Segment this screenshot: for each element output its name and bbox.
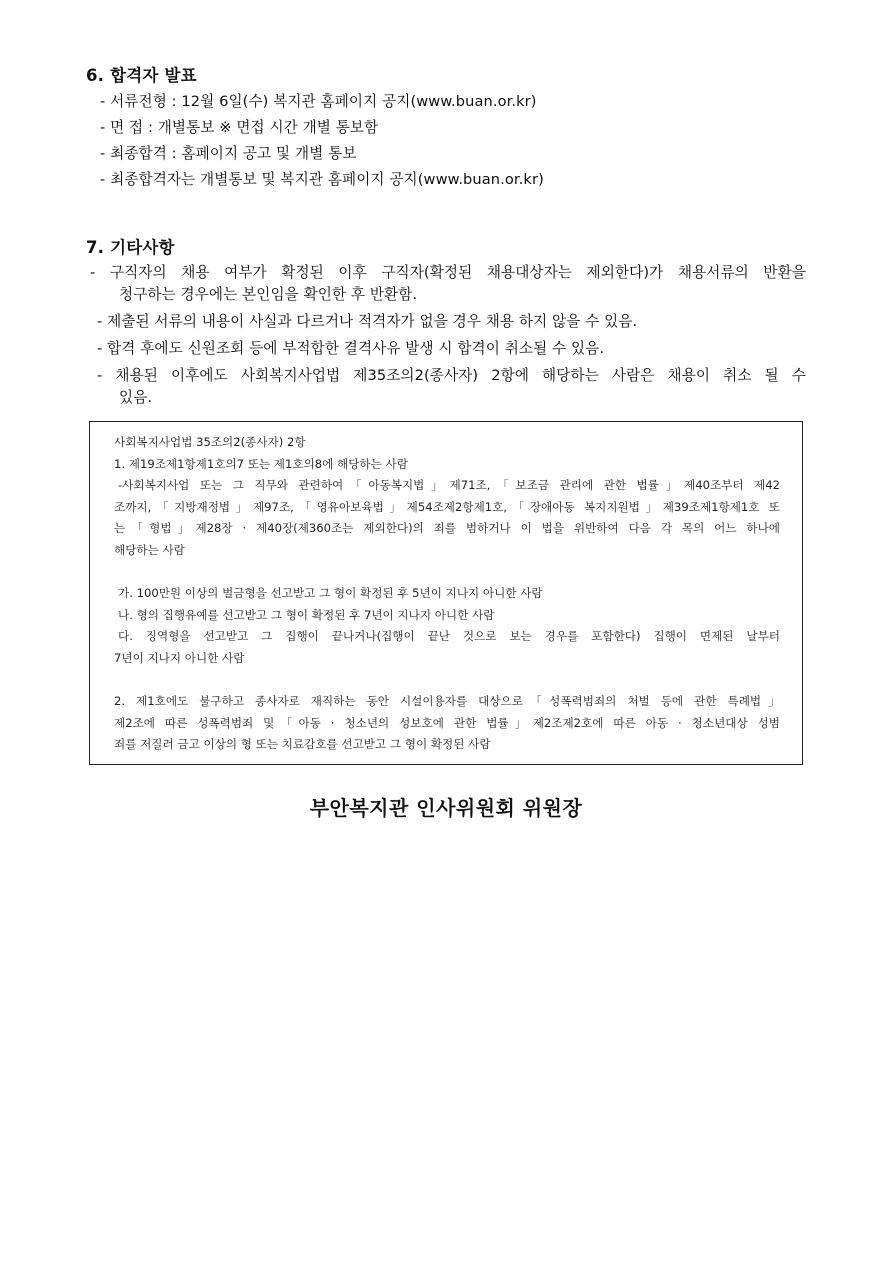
law-box-heading: 사회복지사업법 35조의2(종사자) 2항 [114, 435, 306, 449]
law-box-line: 제2조에 따른 성폭력범죄 및「아동 · 청소년의 성보호에 관한 법률」제2조제2호에 따른 아동 · 청소년대상 성범 [114, 716, 780, 730]
section-6-title: 6. 합격자 발표 [86, 66, 197, 85]
law-box-line: 죄를 저질러 금고 이상의 형 또는 치료감호를 선고받고 그 형이 확정된 사람 [114, 737, 491, 751]
law-box-subitem: 가. 100만원 이상의 벌금형을 선고받고 그 형이 확정된 후 5년이 지나지 아니한 사람 [118, 586, 543, 600]
section-7-title: 7. 기타사항 [86, 238, 175, 257]
section-6-item: - 최종합격자는 개별통보 및 복지관 홈페이지 공지(www.buan.or.kr) [100, 171, 544, 188]
section-6-item: - 최종합격 : 홈페이지 공고 및 개별 통보 [100, 145, 357, 162]
law-box-subitem: 나. 형의 집행유예를 선고받고 그 형이 확정된 후 7년이 지나지 아니한 사람 [118, 608, 495, 622]
section-7-item: - 제출된 서류의 내용이 사실과 다르거나 적격자가 없을 경우 채용 하지 않을 수 있음. [97, 313, 638, 330]
law-box-line: 는「형법」제28장 · 제40장(제360조는 제외한다)의 죄를 범하거나 이 법을 위반하여 다음 각 목의 어느 하나에 [114, 521, 780, 535]
law-box-line: 조까지,「지방재정법」제97조,「영유아보육법」제54조제2항제1호,「장애아동 복지지원법」제39조제1항제1호 또 [114, 500, 780, 514]
section-7-item-continuation: 청구하는 경우에는 본인임을 확인한 후 반환함. [119, 286, 418, 303]
section-7-item-continuation: 있음. [119, 389, 153, 406]
law-box-line: 해당하는 사람 [114, 543, 185, 557]
section-7-item: - 합격 후에도 신원조회 등에 부적합한 결격사유 발생 시 합격이 취소될 수 있음. [97, 340, 605, 357]
law-box-subitem: 다. 징역형을 선고받고 그 집행이 끝나거나(집행이 끝난 것으로 보는 경우를 포함한다) 집행이 면제된 날부터 [118, 629, 780, 643]
section-7-item: - 채용된 이후에도 사회복지사업법 제35조의2(종사자) 2항에 해당하는 사람은 채용이 취소 될 수 [97, 367, 806, 384]
law-box-line: 2. 제1호에도 불구하고 종사자로 재직하는 동안 시설이용자를 대상으로「성폭력범죄의 처벌 등에 관한 특례법」 [114, 694, 780, 708]
law-box-line: 1. 제19조제1항제1호의7 또는 제1호의8에 해당하는 사람 [114, 457, 408, 471]
section-6-item: - 면 접 : 개별통보 ※ 면접 시간 개별 통보함 [100, 119, 379, 136]
law-excerpt-box [89, 421, 803, 765]
law-box-line: 7년이 지나지 아니한 사람 [114, 651, 245, 665]
section-6-item: - 서류전형 : 12월 6일(수) 복지관 홈페이지 공지(www.buan.or.kr) [100, 93, 537, 110]
law-box-line: -사회복지사업 또는 그 직무와 관련하여「아동복지법」제71조,「보조금 관리에 관한 법률」제40조부터 제42 [118, 478, 780, 492]
signature: 부안복지관 인사위원회 위원장 [309, 796, 583, 820]
section-7-item: - 구직자의 채용 여부가 확정된 이후 구직자(확정된 채용대상자는 제외한다)가 채용서류의 반환을 [90, 264, 806, 281]
